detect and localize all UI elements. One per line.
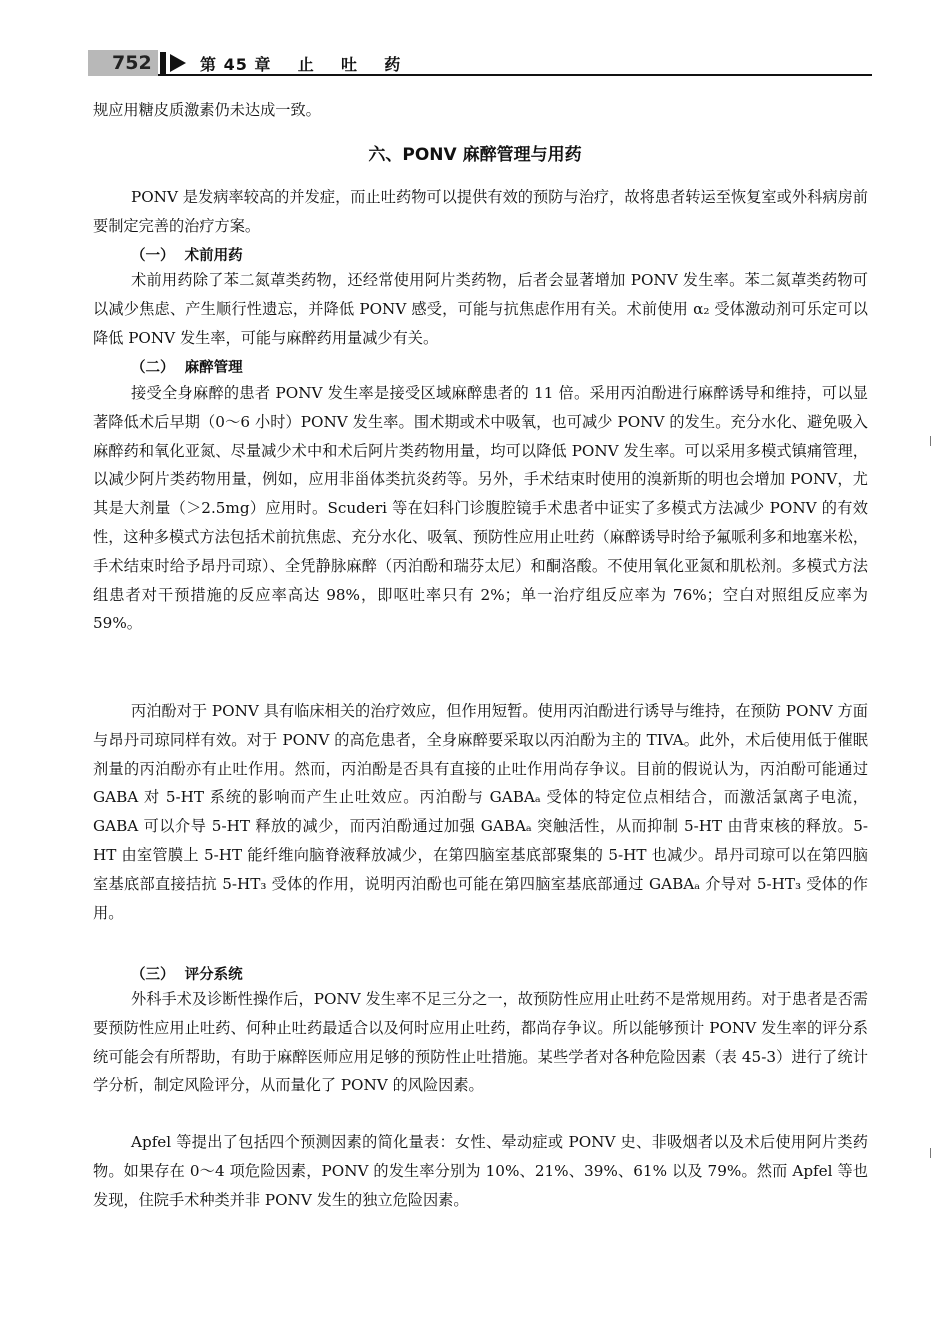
section-title: 六、PONV 麻醉管理与用药 — [368, 145, 582, 165]
header-rule — [158, 74, 872, 76]
margin-mark — [930, 1148, 931, 1158]
play-triangle-icon — [170, 54, 186, 72]
chapter-title: 第 45 章 止 吐 药 — [200, 55, 402, 74]
paragraph-propofol: 丙泊酚对于 PONV 具有临床相关的治疗效应，但作用短暂。使用丙泊酚进行诱导与维持，在预防 PONV 方面与昂丹司琼同样有效。对于 PONV 的高危患者，全身麻醉要采取以丙泊酚为主的 TIVA。此外，术后使用低于催眠剂量的丙泊酚亦有止吐作用。然而，丙泊酚是否具有直接的止吐作用尚存争议。目前的假说认为，丙泊酚可能通过 GABA 对 5-HT 系统的影响而产生止吐效应。丙泊酚与 GABAₐ 受体的特定位点相结合，而激活氯离子电流，GABA 可以介导 5-HT 释放的减少，而丙泊酚通过加强 GABAₐ 突触活性，从而抑制 5-HT 由背束核的释放。5-HT 由室管膜上 5-HT 能纤维向脑脊液释放减少，在第四脑室基底部聚集的 5-HT 也减少。昂丹司琼可以在第四脑室基底部直接拮抗 5-HT₃ 受体的作用，说明丙泊酚也可能在第四脑室基底部通过 GABAₐ 介导对 5-HT₃ 受体的作用。 — [93, 702, 868, 922]
subheading-preop-medication: （一） 术前用药 — [131, 248, 243, 264]
intro-line: 规应用糖皮质激素仍未达成一致。 — [93, 101, 321, 119]
paragraph-apfel: Apfel 等提出了包括四个预测因素的简化量表：女性、晕动症或 PONV 史、非吸烟者以及术后使用阿片类药物。如果存在 0～4 项危险因素，PONV 的发生率分别为 10%、21%、39%、61% 以及 79%。然而 Apfel 等也发现，住院手术种类并非 PONV 发生的独立危险因素。 — [93, 1133, 868, 1209]
subheading-anesthesia-management: （二） 麻醉管理 — [131, 360, 243, 376]
paragraph-preop-medication: 术前用药除了苯二氮䓬类药物，还经常使用阿片类药物，后者会显著增加 PONV 发生率。苯二氮䓬类药物可以减少焦虑、产生顺行性遗忘，并降低 PONV 感受，可能与抗焦虑作用有关。术前使用 α₂ 受体激动剂可乐定可以降低 PONV 发生率，可能与麻醉药用量减少有关。 — [93, 271, 868, 347]
paragraph-scoring-system: 外科手术及诊断性操作后，PONV 发生率不足三分之一，故预防性应用止吐药不是常规用药。对于患者是否需要预防性应用止吐药、何种止吐药最适合以及何时应用止吐药，都尚存争议。所以能够预计 PONV 发生率的评分系统可能会有所帮助，有助于麻醉医师应用足够的预防性止吐措施。某些学者对各种危险因素（表 45-3）进行了统计学分析，制定风险评分，从而量化了 PONV 的风险因素。 — [93, 990, 868, 1095]
subheading-scoring-system: （三） 评分系统 — [131, 967, 243, 983]
paragraph-intro: PONV 是发病率较高的并发症，而止吐药物可以提供有效的预防与治疗，故将患者转运至恢复室或外科病房前要制定完善的治疗方案。 — [93, 188, 868, 235]
page-number: 752 — [112, 52, 152, 74]
page-header — [0, 0, 950, 80]
paragraph-anesthesia-management: 接受全身麻醉的患者 PONV 发生率是接受区域麻醉患者的 11 倍。采用丙泊酚进行麻醉诱导和维持，可以显著降低术后早期（0～6 小时）PONV 发生率。围术期或术中吸氧，也可减少 PONV 的发生。充分水化、避免吸入麻醉药和氧化亚氮、尽量减少术中和术后阿片类药物用量，均可以降低 PONV 发生率。可以采用多模式镇痛管理，以减少阿片类药物用量，例如，应用非甾体类抗炎药等。另外，手术结束时使用的溴新斯的明也会增加 PONV，尤其是大剂量（＞2.5mg）应用时。Scuderi 等在妇科门诊腹腔镜手术患者中证实了多模式方法减少 PONV 的有效性，这种多模式方法包括术前抗焦虑、充分水化、吸氧、预防性应用止吐药（麻醉诱导时给予氟哌利多和地塞米松，手术结束时给予昂丹司琼）、全凭静脉麻醉（丙泊酚和瑞芬太尼）和酮洛酸。不使用氧化亚氮和肌松剂。多模式方法组患者对干预措施的反应率高达 98%，即呕吐率只有 2%；单一治疗组反应率为 76%；空白对照组反应率为 59%。 — [93, 384, 868, 633]
header-bar-mark — [160, 52, 166, 75]
margin-mark — [930, 436, 931, 446]
